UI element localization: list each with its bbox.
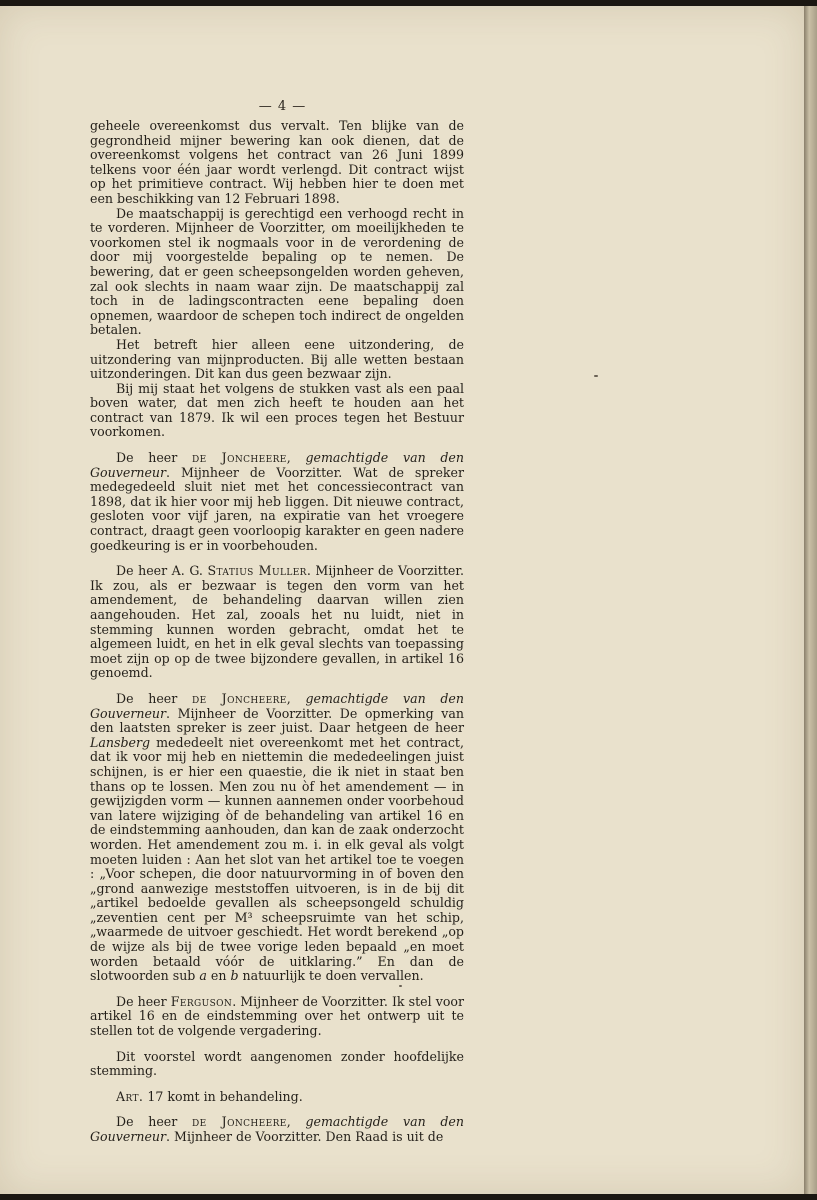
margin-speck — [399, 985, 402, 987]
paragraph-p4 — [90, 382, 464, 440]
speaker-name: Ferguson — [170, 993, 233, 1009]
italic-text: Lansberg — [90, 734, 151, 750]
speaker-name: de Joncheere — [191, 690, 287, 706]
speaker-name: Statius Muller — [207, 563, 307, 579]
paragraph-p9 — [90, 1050, 464, 1079]
paragraph-p7 — [90, 692, 464, 984]
text-run: De heer — [116, 690, 192, 706]
text-run: Dit voorstel wordt aangenomen zonder hoofdelijke stemming. — [90, 1048, 464, 1079]
text-run: De heer — [116, 450, 192, 466]
paragraph-p2 — [90, 207, 464, 338]
text-run: mededeelt niet overeenkomt met het contract, dat ik voor mij heb en niettemin die mededeelingen juist schijnen, is er hier een quaestie, die ik niet in staat ben thans op te lossen. Men zou nu òf het amendement — in gewijzigden vorm — kunnen aannemen onder voorbehoud van latere wijziging òf de behandeling van artikel 16 en de eindstemming aanhouden, dan kan de zaak onderzocht worden. Het amendement zou m. i. in elk geval als volgt moeten luiden : Aan het slot van het artikel toe te voegen : „Voor schepen, die door natuurvorming in of boven den „grond aanwezige meststoffen uitvoeren, is in de bij dit „artikel bedoelde gevallen als scheepsongeld schuldig „zeventien cent per M³ scheepsruimte van het schip, „waarmede de uitvoer geschiedt. Het wordt berekend „op de wijze als bij de twee vorige leden bepaald „en moet worden betaald vóór de uitklaring.” En dan de slotwoorden sub — [90, 734, 464, 984]
scanned-page — [0, 6, 804, 1194]
text-run: Het betreft hier alleen eene uitzondering, de uitzondering van mijnproducten. Bij alle wetten bestaan uitzonderingen. Dit kan dus geen bezwaar zijn. — [90, 336, 464, 382]
page-number: — 4 — — [258, 99, 307, 114]
text-run: natuurlijk te doen vervallen. — [238, 968, 424, 984]
paragraph-p3 — [90, 338, 464, 382]
text-run: , — [286, 690, 306, 706]
text-run: De heer — [116, 1114, 192, 1130]
speaker-name: Art. — [116, 1088, 144, 1104]
paragraph-p11 — [90, 1115, 464, 1144]
text-run: De heer — [116, 993, 171, 1009]
text-run: De maatschappij is gerechtigd een verhoogd recht in te vorderen. Mijnheer de Voorzitter, om moeilijkheden te voorkomen stel ik nogmaals voor in de verordening de door mij voorgestelde bepaling op te nemen. De bewering, dat er geen scheepsongelden worden geheven, zal ook slechts in naam waar zijn. De maatschappij zal toch in de ladingscontracten eene bepaling doen opnemen, waardoor de schepen toch indirect de ongelden betalen. — [90, 205, 464, 338]
text-run: , — [286, 450, 306, 466]
text-run: en — [206, 968, 231, 984]
speaker-name: de Joncheere — [191, 1114, 287, 1130]
text-run: . Mijnheer de Voorzitter. Den Raad is uit de — [166, 1129, 444, 1144]
italic-text: gemachtigde van den Gouverneur — [90, 1114, 464, 1144]
paragraph-p1 — [90, 119, 464, 207]
text-run: De heer A. G. — [116, 563, 208, 579]
text-run: , — [286, 1114, 306, 1130]
text-run: . Mijnheer de Voorzitter. Wat de spreker medegedeeld sluit niet met het concessiecontract van 1898, dat ik hier voor mij heb liggen. Dit nieuwe contract, gesloten voor vijf jaren, na expiratie van het vroegere contract, draagt geen voorloopig karakter en geen nadere goedkeuring is er in voorbehouden. — [90, 464, 464, 553]
margin-speck — [594, 375, 598, 377]
text-run: . Mijnheer de Voorzitter. Ik stel voor artikel 16 en de eindstemming over het ontwerp uit te stellen tot de volgende vergadering. — [90, 993, 464, 1039]
text-run: Bij mij staat het volgens de stukken vast als een paal boven water, dat men zich heeft te houden aan het contract van 1879. Ik wil een proces tegen het Bestuur voorkomen. — [90, 380, 464, 440]
speaker-name: de Joncheere — [191, 450, 287, 466]
body-text — [90, 119, 464, 1145]
text-run: . Mijnheer de Voorzitter. De opmerking van den laatsten spreker is zeer juist. Daar hetgeen de heer — [90, 705, 464, 736]
paragraph-p6 — [90, 564, 464, 681]
text-run: 17 komt in behandeling. — [143, 1088, 303, 1104]
text-run: . Mijnheer de Voorzitter. Ik zou, als er bezwaar is tegen den vorm van het amendement, de behandeling daarvan willen zien aangehouden. Het zal, zooals het nu luidt, niet in stemming kunnen worden gebracht, omdat het te algemeen luidt, en het in elk geval slechts van toepassing moet zijn op op de twee bijzondere gevallen, in artikel 16 genoemd. — [90, 563, 465, 681]
italic-text: b — [230, 968, 239, 984]
paragraph-p5 — [90, 451, 464, 553]
paragraph-p10 — [90, 1090, 464, 1105]
page-edge — [804, 6, 817, 1194]
text-run: geheele overeenkomst dus vervalt. Ten blijke van de gegrondheid mijner bewering kan ook dienen, dat de overeenkomst volgens het contract van 26 Juni 1899 telkens voor één jaar wordt verlengd. Dit contract wijst op het primitieve contract. Wij hebben hier te doen met een beschikking van 12 Februari 1898. — [90, 118, 464, 206]
paragraph-p8 — [90, 995, 464, 1039]
italic-text: gemachtigde van den Gouverneur — [90, 450, 464, 480]
italic-text: a — [199, 968, 207, 984]
italic-text: gemachtigde van den Gouverneur — [90, 690, 464, 721]
